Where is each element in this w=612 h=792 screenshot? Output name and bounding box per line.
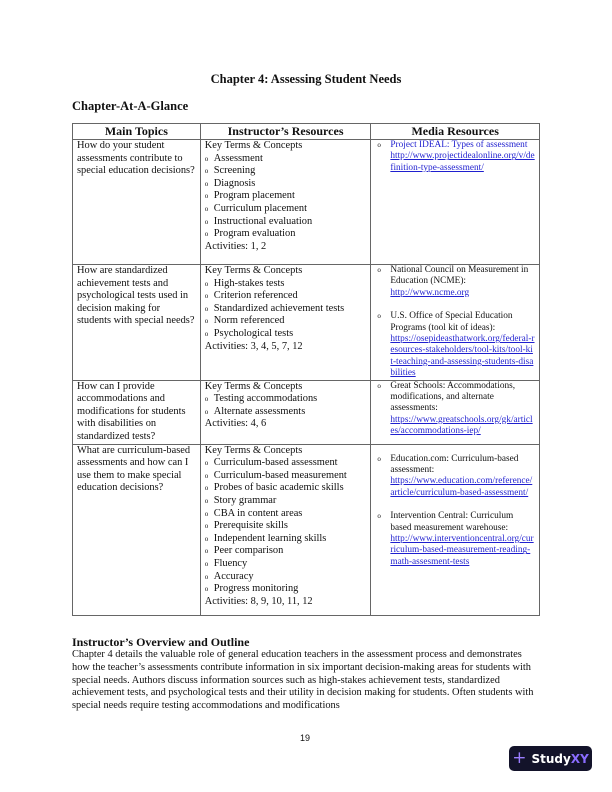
key-term: o Psychological tests bbox=[205, 328, 367, 341]
chapter-at-a-glance-heading: Chapter-At-A-Glance bbox=[72, 99, 189, 113]
media-link[interactable]: http://www.projectidealonline.org/v/definition-type-assessment/ bbox=[390, 151, 535, 173]
key-term: o Screening bbox=[205, 165, 367, 178]
media-link[interactable]: http://www.ncme.org bbox=[390, 287, 470, 298]
overview-heading: Instructor’s Overview and Outline bbox=[72, 635, 250, 649]
resources-cell bbox=[200, 265, 371, 381]
media-item bbox=[375, 265, 535, 299]
key-term: o Criterion referenced bbox=[205, 290, 367, 303]
key-term: o Curriculum-based measurement bbox=[205, 470, 367, 483]
media-link[interactable]: https://www.education.com/reference/article/curriculum-based-assessment/ bbox=[390, 476, 533, 498]
media-title: National Council on Measurement in Education (NCME): bbox=[390, 265, 529, 287]
key-term: o Instructional evaluation bbox=[205, 216, 367, 229]
chapter-title: Chapter 4: Assessing Student Needs bbox=[210, 72, 402, 86]
key-term: o High-stakes tests bbox=[205, 278, 367, 291]
table-row bbox=[73, 140, 540, 265]
activities-label: Activities: 4, 6 bbox=[204, 418, 267, 430]
key-term: o Diagnosis bbox=[205, 178, 367, 191]
header-main-topics: Main Topics bbox=[73, 124, 201, 140]
page-number: 19 bbox=[300, 733, 311, 743]
key-terms-list bbox=[205, 153, 367, 241]
resources-cell bbox=[200, 380, 371, 444]
key-term: o Testing accommodations bbox=[205, 393, 367, 406]
topic-cell: How can I provide accommodations and modifications for students with disabilities on standardized tests? bbox=[73, 380, 201, 444]
media-link[interactable]: http://www.interventioncentral.org/curriculum-based-measurement-reading-math-assesment-tests bbox=[390, 534, 534, 567]
key-term: o Prerequisite skills bbox=[205, 520, 367, 533]
media-item bbox=[375, 381, 535, 438]
media-item bbox=[375, 454, 535, 500]
table-row bbox=[73, 265, 540, 381]
topic-cell: How are standardized achievement tests and psychological tests used in decision making for students with special needs? bbox=[73, 265, 201, 381]
topic-cell: What are curriculum-based assessments and how can I use them to make special education decisions? bbox=[73, 444, 201, 615]
chapter-at-a-glance-table bbox=[72, 123, 540, 616]
overview-paragraph: Chapter 4 details the valuable role of general education teachers in the assessment process and demonstrates how the teacher’s assessments contribute information in six important decision-making areas for students with special needs. Authors discuss information sources such as high-stakes achievement tests, standardized achievement tests, and psychological tests and their utility in decision making for students. Often students with special needs require testing accommodations and modifications bbox=[72, 649, 534, 712]
media-title: Great Schools: Accommodations, modifications, and alternate assessments: bbox=[390, 380, 516, 414]
key-term: o Alternate assessments bbox=[205, 406, 367, 419]
key-term: o Program evaluation bbox=[205, 228, 367, 241]
key-terms-list bbox=[205, 393, 367, 418]
key-term: o Fluency bbox=[205, 558, 367, 571]
key-terms-list bbox=[205, 457, 367, 596]
key-term: o CBA in content areas bbox=[205, 508, 367, 521]
plus-icon: + bbox=[512, 748, 527, 768]
key-term: o Story grammar bbox=[205, 495, 367, 508]
resources-cell bbox=[200, 140, 371, 265]
key-terms-label: Key Terms & Concepts bbox=[204, 444, 303, 456]
key-term: o Norm referenced bbox=[205, 315, 367, 328]
activities-label: Activities: 1, 2 bbox=[204, 240, 267, 252]
resources-cell bbox=[200, 444, 371, 615]
key-term: o Progress monitoring bbox=[205, 583, 367, 596]
media-title: Education.com: Curriculum-based assessment: bbox=[390, 453, 519, 476]
media-title: Project IDEAL: Types of assessment bbox=[390, 140, 528, 150]
key-terms-list bbox=[205, 278, 367, 341]
media-cell bbox=[371, 140, 540, 265]
key-term: o Curriculum-based assessment bbox=[205, 457, 367, 470]
media-item bbox=[375, 140, 535, 174]
key-term: o Accuracy bbox=[205, 571, 367, 584]
header-media-resources: Media Resources bbox=[371, 124, 540, 140]
key-term: o Standardized achievement tests bbox=[205, 303, 367, 316]
key-terms-label: Key Terms & Concepts bbox=[204, 140, 303, 151]
topic-cell: How do your student assessments contribute to special education decisions? bbox=[73, 140, 201, 265]
media-title: Intervention Central: Curriculum based measurement warehouse: bbox=[390, 511, 514, 533]
key-terms-label: Key Terms & Concepts bbox=[204, 380, 303, 392]
key-term: o Assessment bbox=[205, 153, 367, 166]
table-row bbox=[73, 444, 540, 615]
media-cell bbox=[371, 444, 540, 615]
key-term: o Peer comparison bbox=[205, 545, 367, 558]
activities-label: Activities: 3, 4, 5, 7, 12 bbox=[204, 340, 303, 352]
media-cell bbox=[371, 265, 540, 381]
header-instructors-resources: Instructor’s Resources bbox=[200, 124, 371, 140]
key-term: o Independent learning skills bbox=[205, 533, 367, 546]
media-item bbox=[375, 311, 535, 379]
studyxy-badge[interactable] bbox=[509, 746, 592, 771]
media-link[interactable]: https://www.greatschools.org/gk/articles/accommodations-iep/ bbox=[390, 414, 533, 437]
key-term: o Probes of basic academic skills bbox=[205, 482, 367, 495]
key-terms-label: Key Terms & Concepts bbox=[204, 265, 303, 276]
key-term: o Program placement bbox=[205, 190, 367, 203]
key-term: o Curriculum placement bbox=[205, 203, 367, 216]
brand-name: StudyXY bbox=[531, 751, 589, 766]
media-link[interactable]: https://osepideasthatwork.org/federal-resources-stakeholders/tool-kits/tool-kit-teaching-and-assessing-students-disabilities bbox=[390, 334, 535, 379]
table-header-row bbox=[73, 124, 540, 140]
activities-label: Activities: 8, 9, 10, 11, 12 bbox=[204, 595, 313, 607]
table-row bbox=[73, 380, 540, 444]
media-cell bbox=[371, 380, 540, 444]
media-item bbox=[375, 511, 535, 568]
media-title: U.S. Office of Special Education Programs (tool kit of ideas): bbox=[390, 311, 513, 333]
